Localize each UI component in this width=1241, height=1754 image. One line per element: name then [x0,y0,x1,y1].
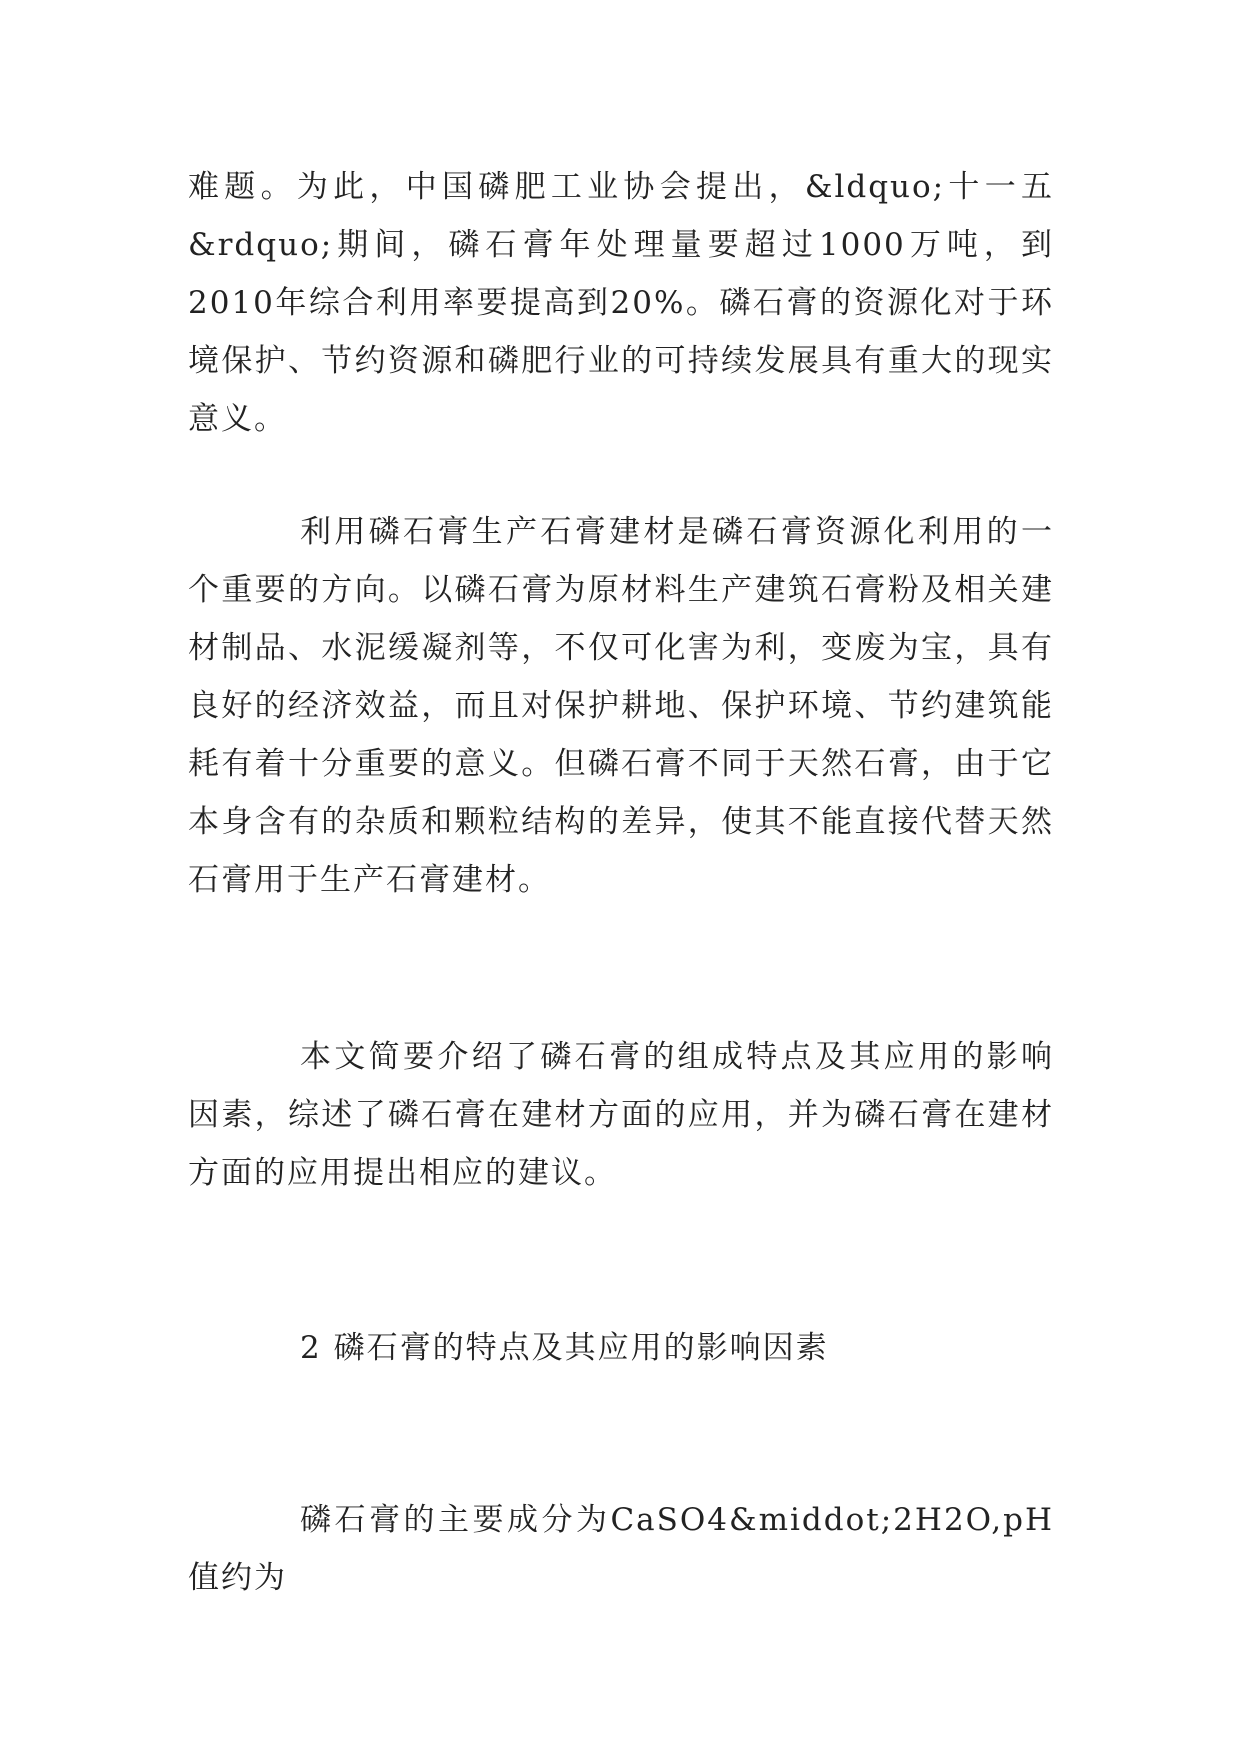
paragraph-gypsum-building-materials: 利用磷石膏生产石膏建材是磷石膏资源化利用的一个重要的方向。以磷石膏为原材料生产建筑石膏粉及相关建材制品、水泥缓凝剂等，不仅可化害为利，变废为宝，具有良好的经济效益，而且对保护耕地、保护环境、节约建筑能耗有着十分重要的意义。但磷石膏不同于天然石膏，由于它本身含有的杂质和颗粒结构的差异，使其不能直接代替天然石膏用于生产石膏建材。 [188,514,1054,898]
section-heading: 2 磷石膏的特点及其应用的影响因素 [300,1330,829,1366]
paragraph-intro-continuation: 难题。为此，中国磷肥工业协会提出，&ldquo;十一五&rdquo;期间，磷石膏年处理量要超过1000万吨，到2010年综合利用率要提高到20%。磷石膏的资源化对于环境保护、节约资源和磷肥行业的可持续发展具有重大的现实意义。 [188,169,1054,437]
paragraph-article-summary: 本文简要介绍了磷石膏的组成特点及其应用的影响因素，综述了磷石膏在建材方面的应用，并为磷石膏在建材方面的应用提出相应的建议。 [188,1039,1054,1191]
paragraph-composition: 磷石膏的主要成分为CaSO4&middot;2H2O,pH值约为 [188,1502,1054,1596]
